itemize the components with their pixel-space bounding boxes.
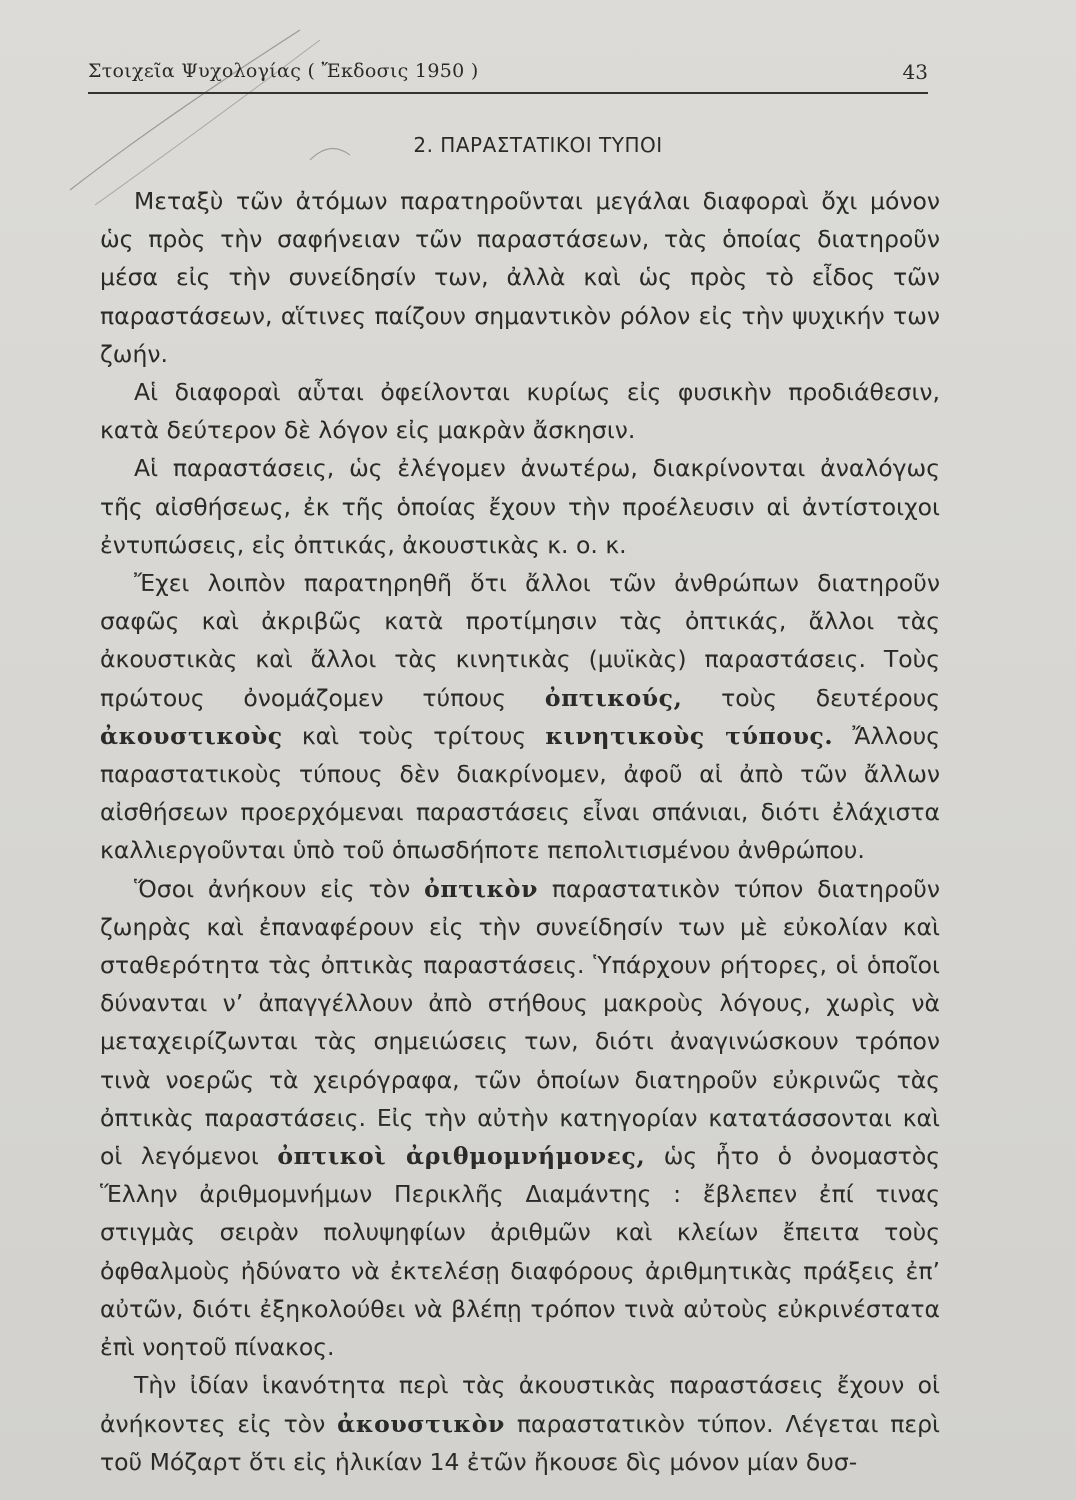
- paragraph-6: [100, 1366, 940, 1481]
- text-run: Ἄλλους παραστατικοὺς τύπους δὲν διακρίνομεν, ἀφοῦ αἱ ἀπὸ τῶν ἄλλων αἰσθήσεων προερχόμεναι παραστάσεις εἶναι σπάνιαι, διότι ἐλάχιστα καλλιεργοῦνται ὑπὸ τοῦ ὁπωσδήποτε πεπολιτισμένου ἀνθρώπου.: [100, 721, 940, 865]
- paragraph-1: Μεταξὺ τῶν ἀτόμων παρατηροῦνται μεγάλαι διαφοραὶ ὄχι μόνον ὡς πρὸς τὴν σαφήνειαν τῶν παραστάσεων, τὰς ὁποίας διατηροῦν μέσα εἰς τὴν συνείδησίν των, ἀλλὰ καὶ ὡς πρὸς τὸ εἶδος τῶν παραστάσεων, αἵτινες παίζουν σημαντικὸν ρόλον εἰς τὴν ψυχικήν των ζωήν.: [100, 187, 940, 368]
- emphasis-optikoi-arithmomnemones: ὀπτικοὶ ἀριθμομνήμονες,: [277, 1142, 646, 1171]
- page-number: 43: [902, 60, 928, 84]
- text-run: καὶ τοὺς τρίτους: [301, 721, 527, 750]
- emphasis-akoustikous: ἀκουστικοὺς: [100, 721, 283, 750]
- emphasis-optikous: ὀπτικούς,: [544, 683, 683, 712]
- text-run: παραστατικὸν τύπον. Λέγεται περὶ τοῦ Μόζαρτ ὅτι εἰς ἡλικίαν 14 ἐτῶν ἤκουσε δὶς μόνον μίαν δυσ-: [100, 1409, 940, 1476]
- paragraph-3: Αἱ παραστάσεις, ὡς ἐλέγομεν ἀνωτέρω, διακρίνονται ἀναλόγως τῆς αἰσθήσεως, ἐκ τῆς ὁποίας ἔχουν τὴν προέλευσιν αἱ ἀντίστοιχοι ἐντυπώσεις, εἰς ὀπτικάς, ἀκουστικὰς κ. ο. κ.: [100, 454, 940, 559]
- text-run: Τὴν ἰδίαν ἱκανότητα περὶ τὰς ἀκουστικὰς παραστάσεις ἔχουν οἱ ἀνήκοντες εἰς τὸν: [100, 1371, 940, 1438]
- text-run: παραστατικὸν τύπον διατηροῦν ζωηρὰς καὶ ἐπαναφέρουν εἰς τὴν συνείδησίν των μὲ εὐκολίαν καὶ σταθερότητα τὰς ὀπτικὰς παραστάσεις. Ὑπάρχουν ρήτορες, οἱ ὁποῖοι δύνανται ν’ ἀπαγγέλλουν ἀπὸ στήθους μακροὺς λόγους, χωρὶς νὰ μεταχειρίζωνται τὰς σημειώσεις των, διότι ἀναγινώσκουν τρόπον τινὰ νοερῶς τὰ χειρόγραφα, τῶν ὁποίων διατηροῦν εὐκρινῶς τὰς ὀπτικὰς παραστάσεις. Εἰς τὴν αὐτὴν κατηγορίαν κατατάσσονται καὶ οἱ λεγόμενοι: [100, 874, 940, 1171]
- paragraph-2: Αἱ διαφοραὶ αὗται ὀφείλονται κυρίως εἰς φυσικὴν προδιάθεσιν, κατὰ δεύτερον δὲ λόγον εἰς μακρὰν ἄσκησιν.: [100, 378, 940, 445]
- paragraph-4: [100, 564, 940, 870]
- body-text: [100, 182, 940, 1481]
- text-run: ὡς ἦτο ὁ ὀνομαστὸς Ἕλλην ἀριθμομνήμων Περικλῆς Διαμάντης : ἔβλεπεν ἐπί τινας στιγμὰς σειρὰν πολυψηφίων ἀριθμῶν καὶ κλείων ἔπειτα τοὺς ὀφθαλμοὺς ἠδύνατο νὰ ἐκτελέσῃ διαφόρους ἀριθμητικὰς πράξεις ἐπ’ αὐτῶν, διότι ἐξηκολούθει νὰ βλέπῃ τρόπον τινὰ αὐτοὺς εὐκρινέστατα ἐπὶ νοητοῦ πίνακος.: [100, 1142, 940, 1362]
- text-run: Ἔχει λοιπὸν παρατηρηθῆ ὅτι ἄλλοι τῶν ἀνθρώπων διατηροῦν σαφῶς καὶ ἀκριβῶς κατὰ προτίμησιν τὰς ὀπτικάς, ἄλλοι τὰς ἀκουστικὰς καὶ ἄλλοι τὰς κινητικὰς (μυϊκὰς) παραστάσεις. Τοὺς πρώτους ὀνομάζομεν τύπους: [100, 569, 940, 712]
- section-title: 2. ΠΑΡΑΣΤΑΤΙΚΟΙ ΤΥΠΟΙ: [413, 133, 663, 157]
- running-title: Στοιχεῖα Ψυχολογίας ( Ἔκδοσις 1950 ): [88, 60, 479, 82]
- emphasis-kinetikous: κινητικοὺς τύπους.: [545, 721, 834, 750]
- text-run: τοὺς δευτέρους: [721, 683, 940, 712]
- emphasis-optikon: ὀπτικὸν: [424, 874, 538, 903]
- running-header: [88, 58, 928, 94]
- text-run: Ὅσοι ἀνήκουν εἰς τὸν: [134, 874, 411, 903]
- emphasis-akoustikon: ἀκουστικὸν: [337, 1409, 505, 1438]
- paragraph-5: [100, 870, 940, 1367]
